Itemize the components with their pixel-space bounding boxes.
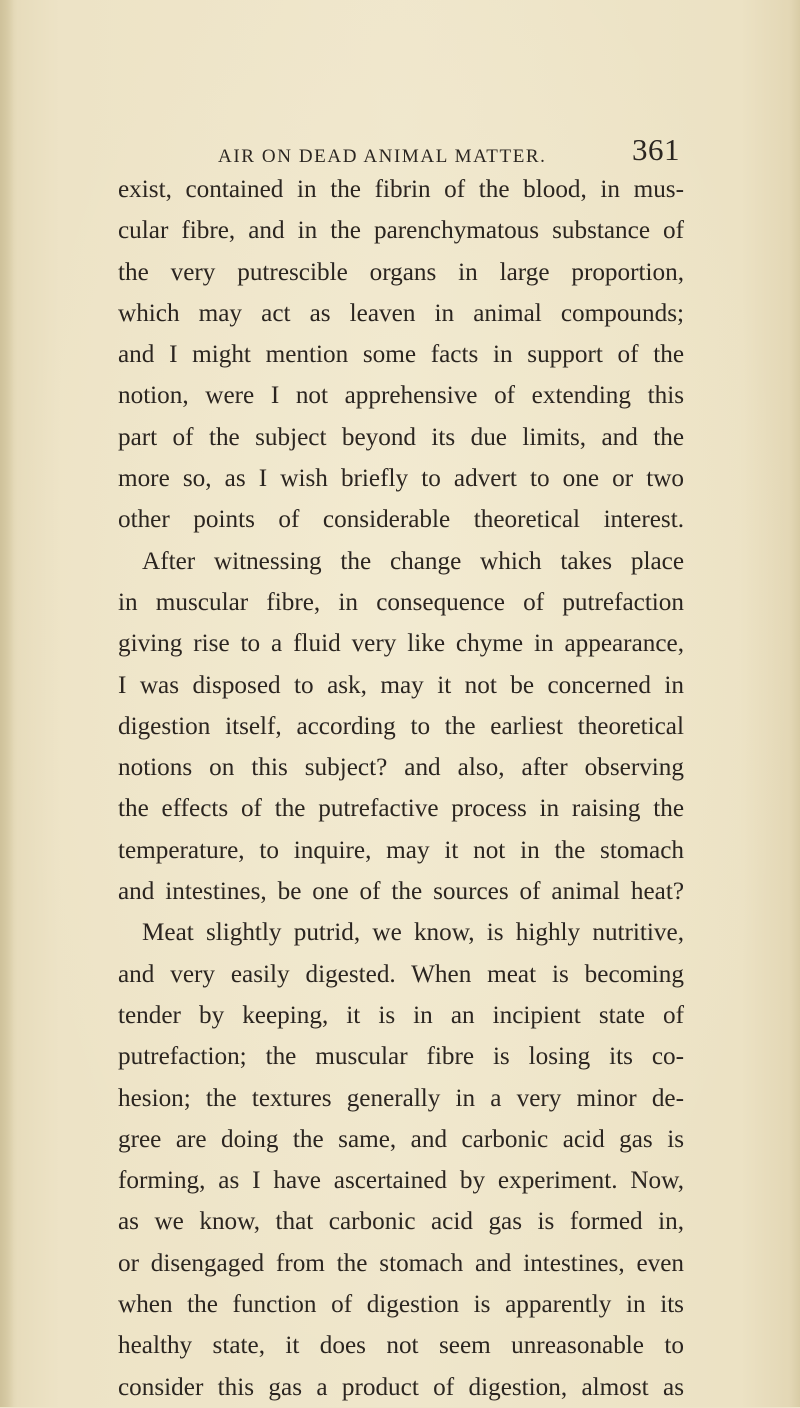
body-text	[118, 169, 684, 1408]
text-line: as we know, that carbonic acid gas is formed in,	[118, 1208, 684, 1236]
text-line: hesion; the textures generally in a very minor de-	[118, 1084, 684, 1112]
text-line: forming, as I have ascertained by experiment. Now,	[118, 1167, 684, 1195]
text-line: and I might mention some facts in support of the	[118, 341, 684, 369]
text-line: which may act as leaven in animal compounds;	[118, 299, 684, 327]
text-line: notion, were I not apprehensive of extending this	[118, 382, 684, 410]
text-line: or disengaged from the stomach and intestines, even	[118, 1249, 684, 1277]
paragraph-start-line: Meat slightly putrid, we know, is highly nutritive,	[142, 919, 684, 947]
text-line: the very putrescible organs in large proportion,	[118, 258, 684, 286]
text-line: part of the subject beyond its due limits, and the	[118, 423, 684, 451]
text-line: the effects of the putrefactive process in raising the	[118, 795, 684, 823]
text-line: and intestines, be one of the sources of animal heat?	[118, 878, 684, 906]
text-line: more so, as I wish briefly to advert to one or two	[118, 465, 684, 493]
text-line: in muscular fibre, in consequence of putrefaction	[118, 588, 684, 616]
text-line: I was disposed to ask, may it not be concerned in	[118, 671, 684, 699]
text-line: tender by keeping, it is in an incipient state of	[118, 1001, 684, 1029]
text-line: digestion itself, according to the earliest theoretical	[118, 712, 684, 740]
text-line: exist, contained in the fibrin of the blood, in mus-	[118, 176, 684, 203]
running-head: AIR ON DEAD ANIMAL MATTER.	[218, 146, 547, 167]
text-line: and very easily digested. When meat is becoming	[118, 960, 684, 988]
text-line: notions on this subject? and also, after observing	[118, 754, 684, 782]
text-line: giving rise to a fluid very like chyme in appearance,	[118, 630, 684, 658]
text-line: other points of considerable theoretical interest.	[118, 506, 684, 534]
text-line: consider this gas a product of digestion, almost as	[118, 1373, 684, 1401]
text-line: temperature, to inquire, may it not in the stomach	[118, 836, 684, 864]
text-line: cular fibre, and in the parenchymatous substance of	[118, 217, 684, 245]
text-line: when the function of digestion is apparently in its	[118, 1291, 684, 1319]
text-line: healthy state, it does not seem unreasonable to	[118, 1332, 684, 1360]
text-line: putrefaction; the muscular fibre is losing its co-	[118, 1043, 684, 1071]
paragraph-start-line: After witnessing the change which takes place	[142, 547, 684, 575]
page-number: 361	[632, 132, 680, 167]
page-gutter-shadow	[0, 0, 14, 1407]
text-line: gree are doing the same, and carbonic acid gas is	[118, 1125, 684, 1153]
